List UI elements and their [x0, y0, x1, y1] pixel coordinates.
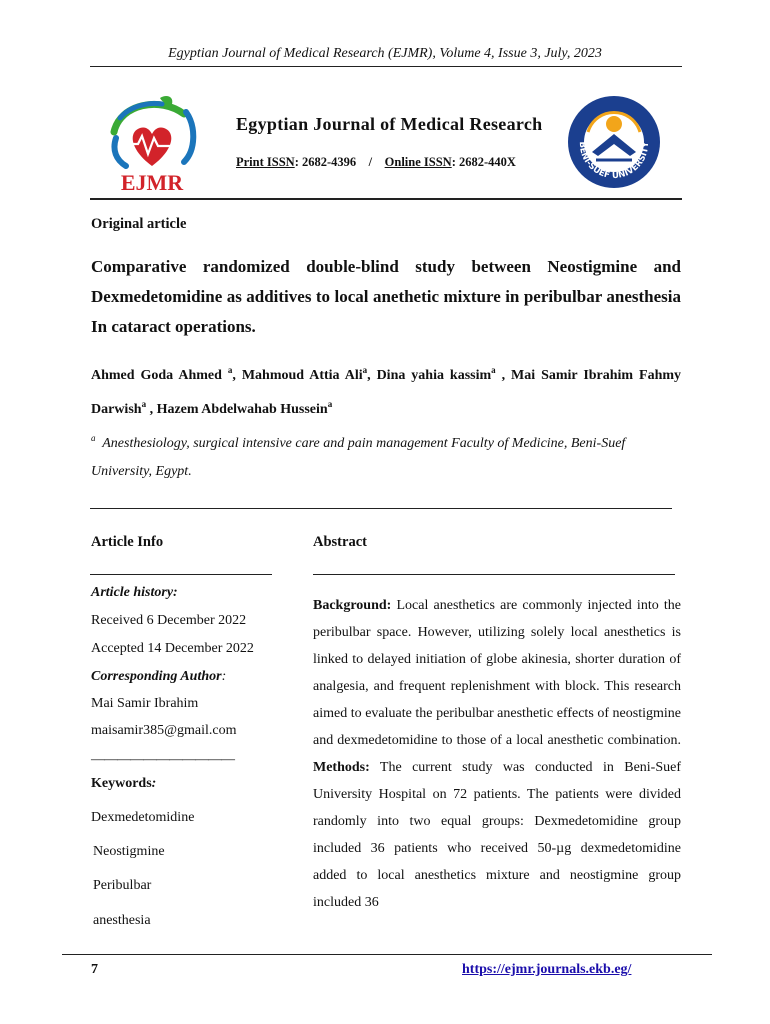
issn-line: [236, 155, 516, 170]
header-rule: [90, 66, 682, 67]
author-name: Hazem Abdelwahab Hussein: [156, 402, 328, 417]
author-sup: a: [491, 365, 496, 375]
author-name: Ahmed Goda Ahmed: [91, 368, 222, 383]
ejmr-logo-text: EJMR: [120, 170, 184, 195]
logo-right-text: BENI-SUEF UNIVERSITY: [576, 141, 652, 182]
background-text: Local anesthetics are commonly injected into the peribulbar space. However, utilizing solely local anesthetics is linked to delayed initiation of globe akinesia, shorter duration of analgesia, and frequent replenishment with block. This research aimed to evaluate the peribulbar anesthetic effects of neostigmine and dexmedetomidine to those of a local anesthetic combination.: [313, 598, 681, 748]
masthead-rule: [90, 198, 682, 200]
article-info-rule: [90, 574, 272, 575]
journal-title: Egyptian Journal of Medical Research: [236, 114, 543, 134]
corresponding-author-label: Corresponding Author:: [91, 669, 227, 684]
online-issn-label: Online ISSN: [384, 155, 452, 169]
ejmr-logo: [100, 92, 204, 196]
affiliation-text: Anesthesiology, surgical intensive care and pain management Faculty of Medicine, Beni-Suef University, Egypt.: [91, 436, 626, 479]
keyword: Peribulbar: [93, 878, 152, 893]
article-title: Comparative randomized double-blind study between Neostigmine and Dexmedetomidine as additives to local anethetic mixture in peribulbar anesthesia In cataract operations.: [91, 257, 681, 336]
issn-separator: /: [368, 155, 373, 169]
beni-suef-university-logo: [566, 94, 662, 190]
received-date: Received 6 December 2022: [91, 613, 247, 628]
keyword: Dexmedetomidine: [91, 810, 195, 825]
author-name: Dina yahia kassim: [376, 368, 492, 383]
author-sup: a: [362, 365, 368, 375]
article-history-label: Article history:: [91, 585, 178, 600]
article-info-heading: Article Info: [91, 534, 164, 550]
corresponding-author-name: Mai Samir Ibrahim: [91, 696, 199, 711]
corresponding-author-email: maisamir385@gmail.com: [91, 723, 237, 738]
abstract-rule: [313, 574, 675, 575]
background-label: Background:: [313, 598, 392, 613]
methods-label: Methods:: [313, 760, 370, 775]
page-number: 7: [91, 962, 98, 977]
online-issn-value: : 2682-440X: [451, 155, 516, 169]
print-issn-label: Print ISSN: [236, 155, 295, 169]
author-sup: a: [227, 365, 233, 375]
abstract-heading: Abstract: [313, 534, 367, 550]
author-sup: a: [141, 399, 147, 409]
accepted-date: Accepted 14 December 2022: [91, 641, 254, 656]
article-type: Original article: [91, 216, 187, 232]
author-list: Ahmed Goda Ahmed $^a$, Mahmoud Attia Ali$^a$, Dina yahia kassim$^a$ , Mai Samir Ibrahim Fahmy Darwish$^a$ , Hazem Abdelwahab Hussein$^a$: [91, 365, 682, 417]
affiliation-sup: a: [91, 433, 96, 443]
journal-url-link[interactable]: https://ejmr.journals.ekb.eg/: [462, 962, 632, 977]
abstract-body: [313, 592, 681, 916]
running-head: Egyptian Journal of Medical Research (EJMR), Volume 4, Issue 3, July, 2023: [168, 46, 602, 61]
methods-text: The current study was conducted in Beni-Suef University Hospital on 72 patients. The patients were divided randomly into two equal groups: Dexmedetomidine group included 36 patients who received 50-µg dexmedetomidine added to local anesthetics mixture and neostigmine group included 36: [313, 760, 681, 910]
author-sup: a: [327, 399, 333, 409]
info-divider: ———————————: [91, 752, 234, 767]
print-issn-value: : 2682-4396: [294, 155, 357, 169]
keyword: Neostigmine: [93, 844, 165, 859]
author-name: Mai Samir Ibrahim Fahmy Darwish: [91, 368, 682, 417]
footer-rule: [62, 954, 712, 955]
author-name: Mahmoud Attia Ali: [241, 368, 363, 383]
keywords-label: Keywords:: [91, 776, 157, 791]
affiliation: [91, 424, 681, 486]
section-rule: [90, 508, 672, 509]
keyword: anesthesia: [93, 913, 151, 928]
